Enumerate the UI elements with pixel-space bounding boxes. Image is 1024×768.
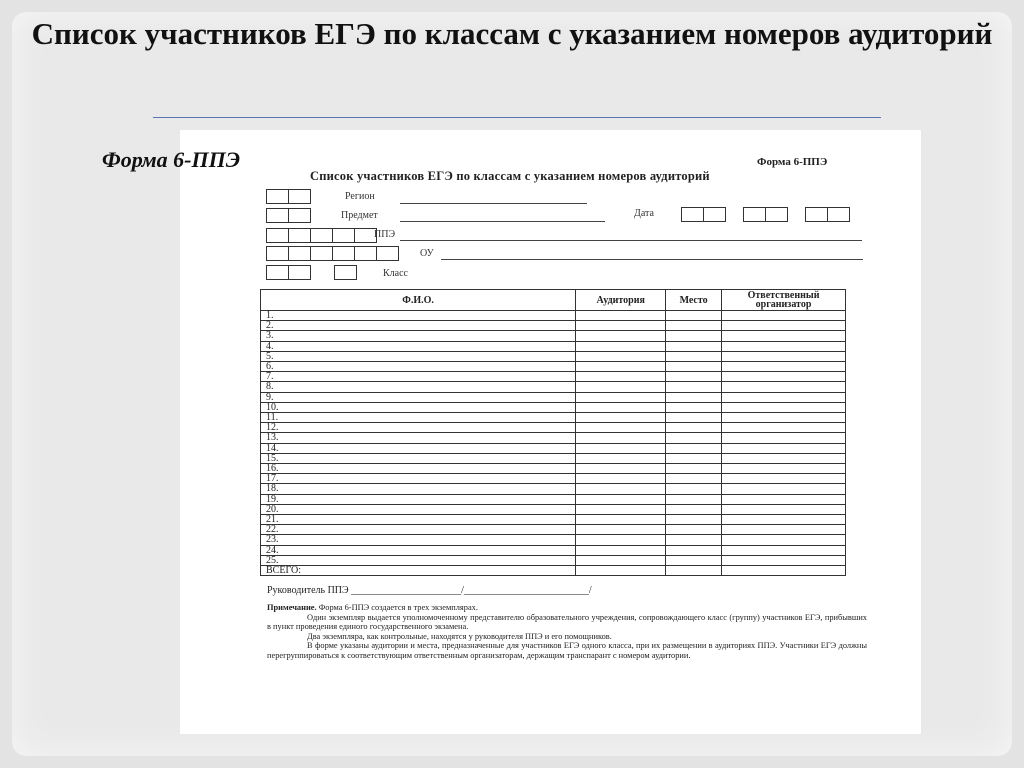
table-row [261,555,846,565]
table-row [261,413,846,423]
header-organizer: Ответственный организатор [722,290,846,311]
ou-code-cells [266,246,398,261]
subject-code-cells [266,208,310,223]
empty-cell [576,545,666,555]
empty-cell [666,382,722,392]
empty-cell [722,474,846,484]
class-number-cells [266,265,310,280]
empty-cell [722,351,846,361]
table-row [261,341,846,351]
row-number-cell: 20. [261,504,576,514]
empty-cell [666,443,722,453]
empty-cell [722,453,846,463]
empty-cell [576,372,666,382]
row-number-cell: 12. [261,423,576,433]
empty-cell [666,392,722,402]
table-row [261,494,846,504]
empty-cell [722,525,846,535]
note-heading: Примечание. [267,603,317,612]
empty-cell [722,331,846,341]
empty-cell [722,484,846,494]
empty-cell [722,372,846,382]
table-row [261,474,846,484]
empty-cell [722,545,846,555]
empty-cell [722,321,846,331]
table-row [261,423,846,433]
empty-cell [722,464,846,474]
class-label: Класс [383,268,408,279]
note-paragraph-1: Один экземпляр выдается уполномоченному представителю образовательного учреждения, сопровождающего класс (группу) участников ЕГЭ, прибывших в пункт проведения единого государственного экзамена. [267,612,867,632]
empty-cell [576,515,666,525]
row-number-cell: 3. [261,331,576,341]
row-number-cell: 16. [261,464,576,474]
empty-cell [722,423,846,433]
table-row [261,351,846,361]
row-number-cell: ВСЕГО: [261,566,576,576]
empty-cell [666,341,722,351]
empty-cell [576,351,666,361]
empty-cell [666,321,722,331]
empty-cell [576,453,666,463]
table-row [261,382,846,392]
note-paragraph-3: В форме указаны аудитории и места, предназначенные для участников ЕГЭ одного класса, при их размещении в аудиториях ППЭ. Участники ЕГЭ должны перегруппироваться к соответствующим ответственным организаторам, держащим транспарант с номером аудитории. [267,641,867,660]
empty-cell [666,545,722,555]
row-number-cell: 15. [261,453,576,463]
empty-cell [576,464,666,474]
empty-cell [722,494,846,504]
note-first: Форма 6-ППЭ создается в трех экземплярах. [318,603,478,612]
empty-cell [722,566,846,576]
subject-line [400,221,605,222]
empty-cell [576,535,666,545]
row-number-cell: 25. [261,555,576,565]
empty-cell [666,402,722,412]
row-number-cell: 18. [261,484,576,494]
ppe-label: ППЭ [374,229,396,240]
empty-cell [722,402,846,412]
empty-cell [722,433,846,443]
ou-label: ОУ [420,248,434,259]
region-label: Регион [345,191,375,202]
empty-cell [576,566,666,576]
note-paragraph-2: Два экземпляра, как контрольные, находятся у руководителя ППЭ и его помощников. [307,631,612,641]
slide-title: Список участников ЕГЭ по классам с указанием номеров аудиторий [31,16,993,51]
row-number-cell: 8. [261,382,576,392]
empty-cell [576,474,666,484]
participants-table [260,289,846,576]
table-row [261,443,846,453]
empty-cell [666,433,722,443]
region-code-cells [266,189,310,204]
empty-cell [666,351,722,361]
table-row [261,535,846,545]
empty-cell [666,453,722,463]
row-number-cell: 23. [261,535,576,545]
empty-cell [722,535,846,545]
subject-label: Предмет [341,210,378,221]
table-row [261,453,846,463]
empty-cell [576,433,666,443]
empty-cell [576,504,666,514]
empty-cell [666,484,722,494]
empty-cell [722,392,846,402]
row-number-cell: 7. [261,372,576,382]
row-number-cell: 13. [261,433,576,443]
empty-cell [666,555,722,565]
empty-cell [666,535,722,545]
empty-cell [666,362,722,372]
table-row [261,504,846,514]
empty-cell [576,402,666,412]
table-row [261,566,846,576]
empty-cell [666,474,722,484]
empty-cell [666,311,722,321]
empty-cell [722,382,846,392]
empty-cell [666,504,722,514]
row-number-cell: 19. [261,494,576,504]
row-number-cell: 4. [261,341,576,351]
date-year-cells [805,207,849,222]
row-number-cell: 2. [261,321,576,331]
empty-cell [722,362,846,372]
row-number-cell: 6. [261,362,576,372]
empty-cell [666,515,722,525]
table-row [261,372,846,382]
form-label: Форма 6-ППЭ [102,147,241,172]
header-room: Аудитория [576,290,666,311]
row-number-cell: 10. [261,402,576,412]
date-month-cells [743,207,787,222]
empty-cell [722,555,846,565]
empty-cell [576,362,666,372]
table-row [261,433,846,443]
empty-cell [666,372,722,382]
empty-cell [576,423,666,433]
empty-cell [576,525,666,535]
row-number-cell: 14. [261,443,576,453]
empty-cell [576,443,666,453]
empty-cell [576,392,666,402]
empty-cell [722,504,846,514]
empty-cell [666,464,722,474]
date-day-cells [681,207,725,222]
table-row [261,362,846,372]
signature-line: Руководитель ППЭ ______________________/_________________________/ [267,585,592,596]
empty-cell [722,341,846,351]
document-note [267,603,867,661]
table-row [261,321,846,331]
title-underline [153,117,881,118]
row-number-cell: 21. [261,515,576,525]
table-row [261,484,846,494]
ppe-line [400,240,862,241]
empty-cell [576,494,666,504]
empty-cell [576,311,666,321]
row-number-cell: 5. [261,351,576,361]
header-fio: Ф.И.О. [261,290,576,311]
empty-cell [576,484,666,494]
table-row [261,525,846,535]
empty-cell [722,515,846,525]
empty-cell [666,566,722,576]
document-form-code: Форма 6-ППЭ [757,156,828,168]
empty-cell [666,494,722,504]
class-letter-cell [334,265,356,280]
date-label: Дата [634,208,654,219]
table-row [261,402,846,412]
table-row [261,331,846,341]
table-row [261,515,846,525]
table-row [261,545,846,555]
empty-cell [722,443,846,453]
row-number-cell: 9. [261,392,576,402]
empty-cell [666,525,722,535]
empty-cell [666,413,722,423]
empty-cell [722,311,846,321]
empty-cell [576,382,666,392]
row-number-cell: 1. [261,311,576,321]
row-number-cell: 24. [261,545,576,555]
row-number-cell: 17. [261,474,576,484]
empty-cell [666,331,722,341]
empty-cell [576,413,666,423]
table-row [261,392,846,402]
ou-line [441,259,863,260]
header-seat: Место [666,290,722,311]
empty-cell [576,555,666,565]
empty-cell [666,423,722,433]
empty-cell [576,341,666,351]
region-line [400,203,587,204]
ppe-code-cells [266,228,376,243]
row-number-cell: 11. [261,413,576,423]
empty-cell [576,331,666,341]
table-body [261,311,846,576]
table-header-row [261,290,846,311]
empty-cell [722,413,846,423]
empty-cell [576,321,666,331]
table-row [261,464,846,474]
row-number-cell: 22. [261,525,576,535]
table-row [261,311,846,321]
document-title: Список участников ЕГЭ по классам с указанием номеров аудиторий [310,169,710,183]
